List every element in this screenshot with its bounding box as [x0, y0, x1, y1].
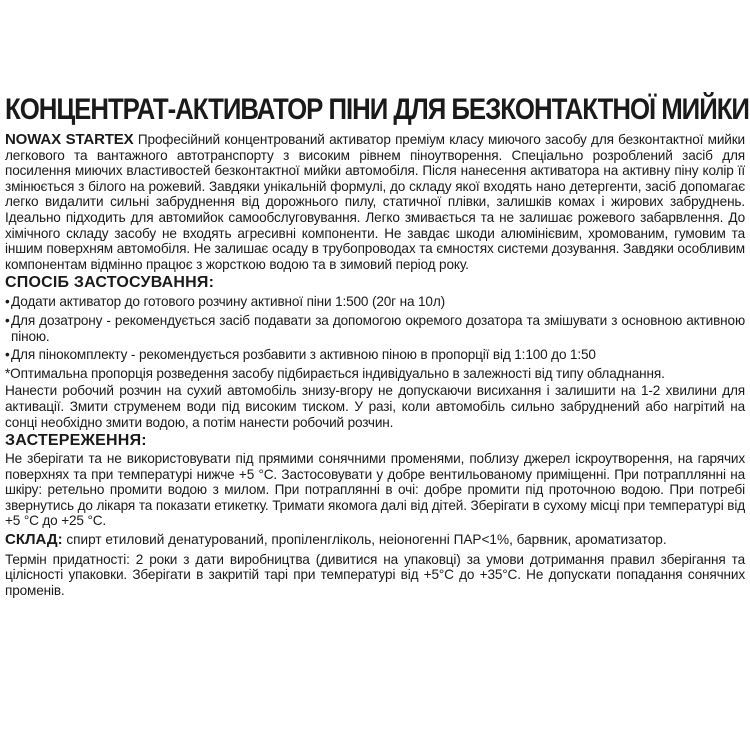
shelf-life-paragraph: Термін придатності: 2 роки з дати виробництва (дивитися на упаковці) за умови дотримання правил зберігання та цілісності упаковки. Зберігати в закритій тарі при температурі від +5°С до +35°С. Не допускати попадання сонячних променів. [5, 551, 745, 598]
usage-paragraph: Нанести робочий розчин на сухий автомобіль знизу-вгору не допускаючи висихання і залишити на 1-2 хвилини для активації. Змити струменем води під високим тиском. У разі, коли автомобіль сильно забруднений або нагрітий на сонці необхідно змити водою, а потім нанести робочий розчин. [5, 383, 745, 430]
usage-list [5, 294, 745, 362]
bullet-icon: • [5, 312, 10, 328]
warnings-paragraph: Не зберігати та не використовувати під прямими сонячними променями, поблизу джерел іскроутворення, на гарячих поверхнях та при температурі нижче +5 °С. Застосовувати у добре вентильованому приміщенні. При потрапллянні на шкіру: ретельно промити водою з милом. При потраплянні в очі: добре промити під проточною водою. При потребі звернутись до лікаря та показати етикетку. Тримати якомога далі від дітей. Зберігати в сухому місці при температурі від +5 °С до +25 °С. [5, 451, 745, 529]
warnings-heading: ЗАСТЕРЕЖЕННЯ: [5, 432, 147, 450]
intro-paragraph [5, 132, 745, 272]
usage-note: *Оптимальна пропорція розведення засобу підбирається індивідуально в залежності від типу обладнання. [5, 365, 665, 381]
bullet-icon: • [5, 347, 10, 363]
usage-item-text: Для пінокомплекту - рекомендується розбавити з активною піною в пропорції від 1:100 до 1:50 [11, 347, 596, 363]
usage-heading: СПОСІБ ЗАСТОСУВАННЯ: [5, 274, 215, 292]
composition-paragraph [5, 532, 745, 548]
brand-name: NOWAX STARTEX [5, 131, 134, 148]
bullet-icon: • [5, 294, 10, 310]
usage-item-text: Для дозатрону - рекомендується засіб подавати за допомогою окремого дозатора та змішувати з основною активною піною. [11, 312, 745, 344]
usage-item-text: Додати активатор до готового розчину активної піни 1:500 (20г на 10л) [11, 294, 445, 310]
product-title: КОНЦЕНТРАТ-АКТИВАТОР ПІНИ ДЛЯ БЕЗКОНТАКТНОЇ МИЙКИ [5, 93, 749, 126]
usage-item [5, 294, 745, 310]
label-page [5, 92, 749, 598]
usage-item [5, 313, 745, 344]
composition-label: СКЛАД: [5, 531, 63, 549]
usage-item [5, 347, 745, 363]
composition-text: спирт етиловий денатурований, пропіленгліколь, неіоногенні ПАР<1%, барвник, ароматизатор. [62, 532, 667, 548]
intro-text: Професійний концентрований активатор преміум класу миючого засобу для безконтактної мийки легкового та вантажного автотранспорту з високим рівнем піноутворення. Спеціально розроблений засіб для посилення миючих властивостей безконтактної мийки автомобіля. Після нанесення активатора на активну піну колір її змінюється з білого на рожевий. Завдяки унікальній формулі, до складу якої входять нано детергенти, засіб допомагає легко видалити сильні забруднення від дорожнього пилу, статичної плівки, залишків комах і жирових забруднень. Ідеально підходить для автомийок самообслуговування. Легко змивається та не залишає рожевого забарвлення. До хімічного складу засобу не входять агресивні компоненти. Не завдає шкоди алюмінієвим, хромованим, гумовим та іншим поверхням автомобіля. Не залишає осаду в трубопроводах та ємностях системи дозування. Завдяки особливим компонентам відмінно працює з жорсткою водою та в зимовий період року. [5, 132, 745, 272]
